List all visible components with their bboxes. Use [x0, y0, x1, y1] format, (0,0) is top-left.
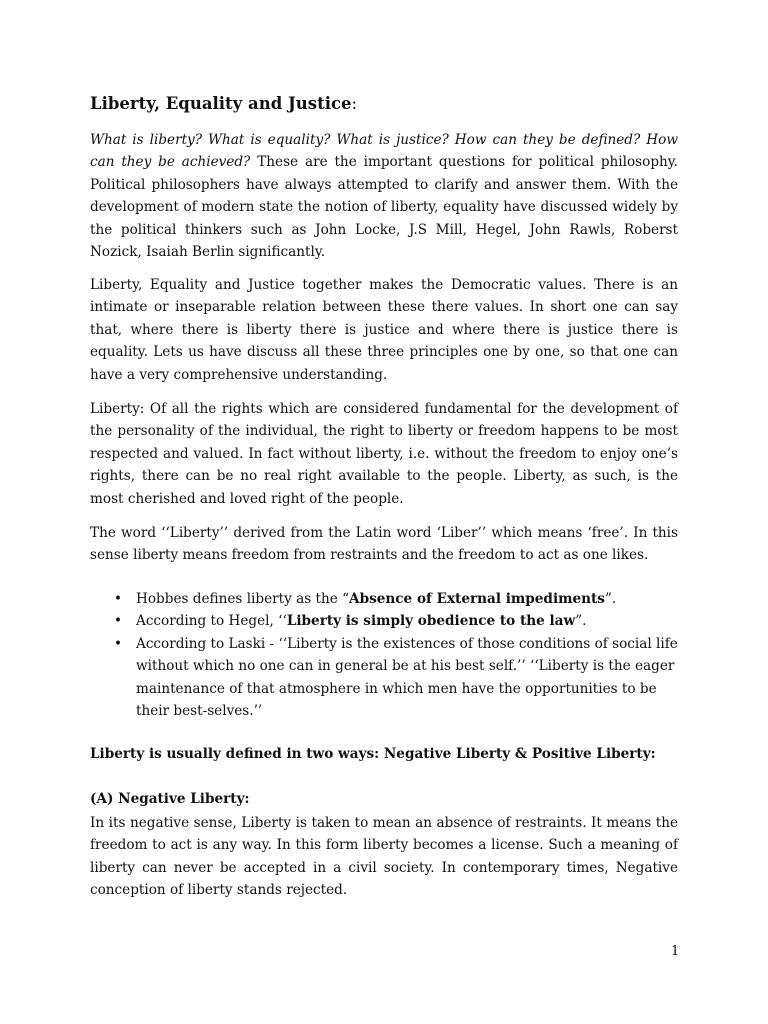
intro-questions: What is liberty? What is equality? What is justice? How can they be defined? How can they be achieved?	[90, 132, 678, 171]
list-item	[114, 633, 684, 723]
document-title	[90, 94, 357, 113]
title-colon: :	[351, 94, 358, 113]
intro-paragraph	[90, 129, 678, 263]
definitions-list	[114, 588, 684, 722]
bullet-text: Hobbes defines liberty as the “	[136, 591, 350, 607]
liberty-paragraph: Liberty: Of all the rights which are considered fundamental for the development of the personality of the individual, the right to liberty or freedom happens to be most respected and valued. In fact without liberty, i.e. without the freedom to enjoy one’s rights, there can be no real right available to the people. Liberty, as such, is the most cherished and loved right of the people.	[90, 401, 678, 507]
bullet-text-end: ”.	[604, 591, 617, 607]
bullet-icon: •	[114, 591, 123, 607]
negative-liberty-paragraph: In its negative sense, Liberty is taken to mean an absence of restraints. It means the freedom to act is any way. In this form liberty becomes a license. Such a meaning of liberty can never be accepted in a civil society. In contemporary times, Negative conception of liberty stands rejected.	[90, 815, 678, 899]
bullet-icon: •	[114, 635, 123, 652]
bullet-text: According to Hegel, ‘‘	[136, 613, 287, 630]
bullet-bold-text: Liberty is simply obedience to the law	[286, 613, 576, 630]
liber-etymology-paragraph: The word ‘‘Liberty’’ derived from the Latin word ‘Liber’’ which means ‘free’. In this sense liberty means freedom from restraints and the freedom to act as one likes.	[90, 525, 678, 564]
bullet-text-end: ”.	[575, 613, 587, 630]
bullet-icon: •	[114, 613, 123, 630]
page-number: 1	[671, 944, 680, 959]
title-text: Liberty, Equality and Justice	[90, 94, 352, 113]
subsection-heading: (A) Negative Liberty:	[90, 791, 250, 807]
intro-body: These are the important questions for political philosophy. Political philosophers have always attempted to clarify and answer them. With the development of modern state the notion of liberty, equality have discussed widely by the political thinkers such as John Locke, J.S Mill, Hegel, John Rawls, Roberst Nozick, Isaiah Berlin significantly.	[90, 154, 678, 261]
democratic-values-paragraph: Liberty, Equality and Justice together makes the Democratic values. There is an intimate or inseparable relation between these there values. In short one can say that, where there is liberty there is justice and where there is justice there is equality. Lets us have discuss all these three principles one by one, so that one can have a very comprehensive understanding.	[90, 277, 678, 383]
bullet-text: According to Laski - ‘‘Liberty is the existences of those conditions of social life without which no one can in general be at his best self.’’ ‘‘Liberty is the eager maintenance of that atmosphere in which men have the opportunities to be their best-selves.’’	[136, 635, 678, 720]
section-heading: Liberty is usually defined in two ways: Negative Liberty & Positive Liberty:	[90, 746, 656, 762]
bullet-bold-text: Absence of External impediments	[349, 591, 605, 607]
list-item	[114, 610, 684, 632]
list-item	[114, 588, 684, 610]
